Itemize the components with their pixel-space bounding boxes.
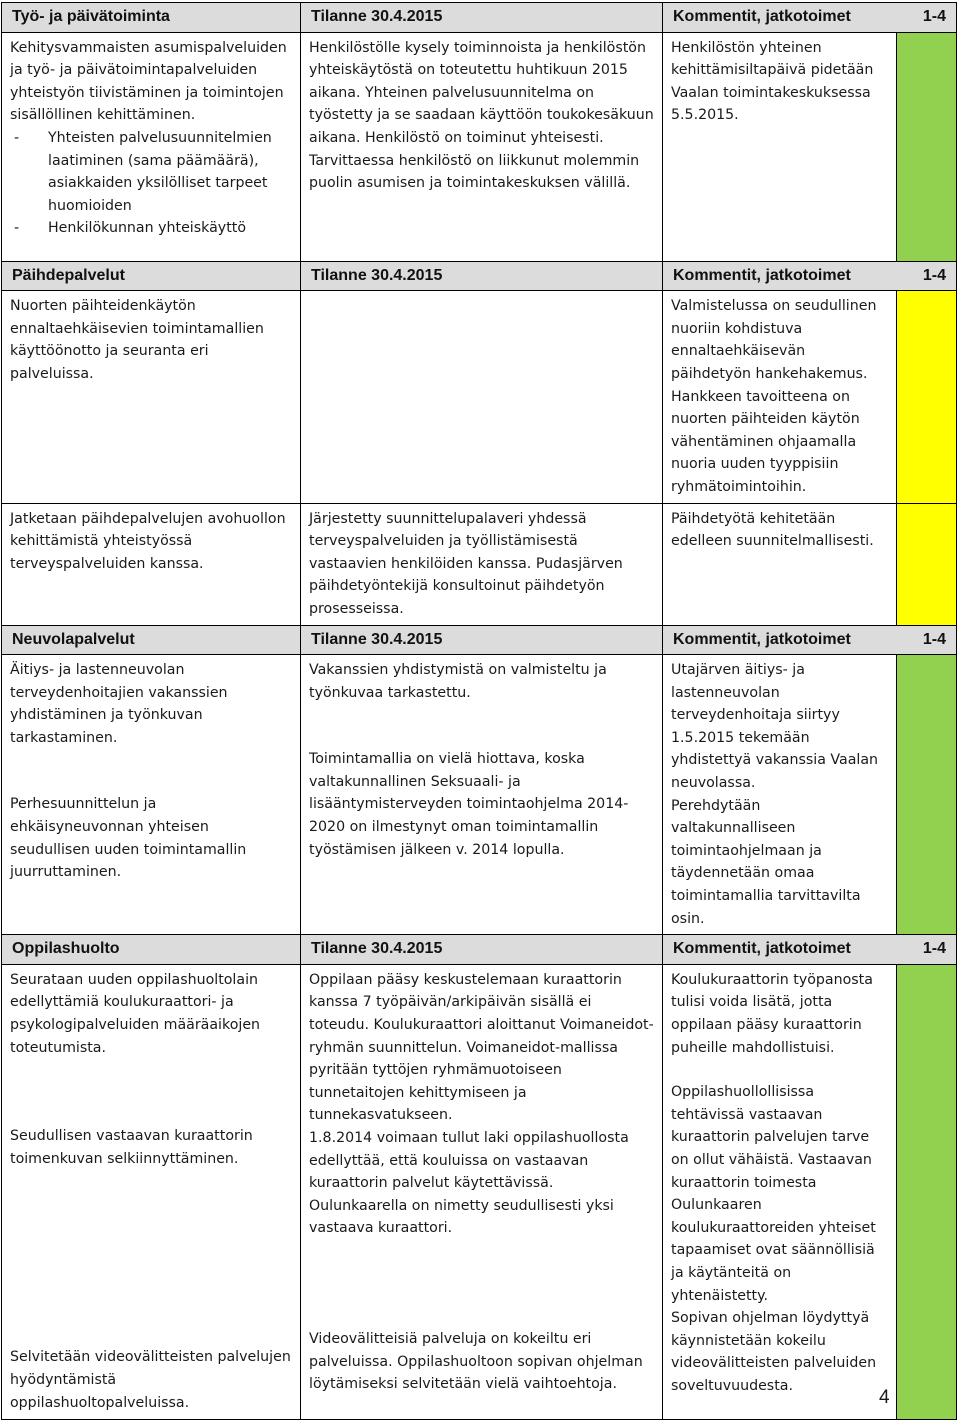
report-table [1, 2, 957, 1420]
section-title: Työ- ja päivätoiminta [2, 3, 301, 33]
status-heading: Tilanne 30.4.2015 [301, 935, 663, 965]
comment-text: Perehdytään valtakunnalliseen toimintaohjelmaan ja täydennetään omaa toimintamallia tarvittavilta osin. [671, 797, 861, 927]
table-row [2, 32, 957, 261]
comments-heading [663, 935, 957, 965]
table-row [2, 291, 957, 503]
bullet-text: Henkilökunnan yhteiskäyttö [48, 220, 246, 237]
comment-text: Oppilashuollollisissa tehtävissä vastaavan kuraattorin palvelujen tarve on ollut vähäistä. Vastaavan kuraattorin toimesta Oulunkaaren koulukuraattoreiden yhteiset tapaamiset ovat säännöllisiä ja käytänteitä on yhtenäistetty. [671, 1084, 876, 1304]
comment-text: Sopivan ohjelman löydyttyä käynnistetään kokeilu videovälitteisten palveluiden soveltuvuudesta. [671, 1310, 877, 1394]
goal-cell: Nuorten päihteidenkäytön ennaltaehkäisevien toimintamallien käyttöönotto ja seuranta eri palveluissa. [2, 291, 301, 503]
status-text: 1.8.2014 voimaan tullut laki oppilashuollosta edellyttää, että kouluissa on vastaavan kuraattorin palvelut käytettävissä. Oulunkaarella on nimetty seudullisesti yksi vastaava kuraattori. [309, 1129, 629, 1237]
goal-text: Seudullisen vastaavan kuraattorin toimenkuvan selkiinnyttäminen. [10, 1128, 253, 1167]
status-heading: Tilanne 30.4.2015 [301, 3, 663, 33]
status-text: Oppilaan pääsy keskustelemaan kuraattorin kanssa 7 työpäivän/arkipäivän sisällä ei toteudu. Koulukuraattori aloittanut Voimaneidot-ryhmän suunnittelun. Voimaneidot-mallissa pyritään tyttöjen ryhmämuotoiseen tunnetaitojen kehittymiseen ja tunnekasvatukseen. [309, 971, 654, 1124]
status-cell [301, 291, 663, 503]
comment-cell: Valmistelussa on seudullinen nuoriin kohdistuva ennaltaehkäisevän päihdetyön hankehakemus. Hankkeen tavoitteena on nuorten päihteiden käytön vähentäminen ohjaamalla nuoria uuden tyyppisiin ryhmätoimintoihin. [663, 291, 897, 503]
table-row [2, 655, 957, 935]
goal-text: Äitiys- ja lastenneuvolan terveydenhoitajien vakanssien yhdistäminen ja työnkuvan tarkastaminen. [10, 662, 228, 746]
section-header-paihde [2, 261, 957, 291]
goal-cell [2, 32, 301, 261]
status-text: Videovälitteisiä palveluja on kokeiltu eri palveluissa. Oppilashuoltoon sopivan ohjelman löytämiseksi selvitetään vielä vaihtoehtoja. [309, 1330, 643, 1393]
status-text: Toimintamallia on vielä hiottava, koska valtakunnallinen Seksuaali- ja lisääntymisterveyden toimintaohjelma 2014-2020 on ilmestynyt oman toimintamallin työstämisen jälkeen v. 2014 lopulla. [309, 751, 629, 858]
section-title: Oppilashuolto [2, 935, 301, 965]
bullet-text: Yhteisten palvelusuunnitelmien laatiminen (sama päämäärä), asiakkaiden yksilölliset tarpeet huomioiden [48, 129, 272, 214]
table-row [2, 503, 957, 625]
goal-cell [2, 964, 301, 1419]
bullet-dash: - [14, 129, 20, 146]
scale-label: 1-4 [922, 8, 947, 25]
status-cell: Järjestetty suunnittelupalaveri yhdessä terveyspalveluiden ja työllistämisestä vastaavien henkilöiden kanssa. Pudasjärven päihdetyöntekijä konsultoinut päihdetyön prosesseissa. [301, 503, 663, 625]
goal-text: Selvitetään videovälitteisten palvelujen hyödyntämistä oppilashuoltopalveluissa. [10, 1349, 291, 1411]
comment-cell [663, 655, 897, 935]
comments-heading [663, 3, 957, 33]
goal-cell [2, 655, 301, 935]
comment-cell: Henkilöstön yhteinen kehittämisiltapäivä pidetään Vaalan toimintakeskuksessa 5.5.2015. [663, 32, 897, 261]
scale-label: 1-4 [922, 940, 947, 958]
scale-label: 1-4 [922, 266, 947, 284]
comments-label: Kommentit, jatkotoimet [673, 940, 851, 958]
goal-text: Perhesuunnittelun ja ehkäisyneuvonnan yhteisen seudullisen uuden toimintamallin juurruttaminen. [10, 796, 247, 881]
comments-heading [663, 261, 957, 291]
bullet-dash: - [14, 220, 20, 237]
section-header-neuvola [2, 625, 957, 655]
goal-text: Seurataan uuden oppilashuoltolain edellyttämiä koulukuraattori- ja psykologipalveluiden määräaikojen toteutumista. [10, 971, 261, 1056]
section-title: Päihdepalvelut [2, 261, 301, 291]
comments-label: Kommentit, jatkotoimet [673, 630, 851, 648]
section-header-tyo [2, 3, 957, 33]
comments-heading [663, 625, 957, 655]
bullet-item [10, 127, 292, 217]
status-cell [301, 655, 663, 935]
section-header-oppilas [2, 935, 957, 965]
status-indicator-green [897, 964, 957, 1419]
status-heading: Tilanne 30.4.2015 [301, 625, 663, 655]
page-number: 4 [879, 1387, 890, 1408]
comment-text: Utajärven äitiys- ja lastenneuvolan terveydenhoitaja siirtyy 1.5.2015 tekemään yhdistettyä vakanssia Vaalan neuvolassa. [671, 662, 879, 792]
bullet-item [10, 217, 292, 240]
status-indicator-yellow [897, 291, 957, 503]
scale-label: 1-4 [922, 630, 947, 648]
table-row [2, 964, 957, 1419]
status-indicator-green [897, 32, 957, 261]
goal-text: Kehitysvammaisten asumispalveluiden ja työ- ja päivätoimintapalveluiden yhteistyön tiivistäminen ja toimintojen sisällöllinen kehittäminen. [10, 39, 287, 124]
comments-label: Kommentit, jatkotoimet [673, 8, 851, 25]
comments-label: Kommentit, jatkotoimet [673, 266, 851, 284]
status-heading: Tilanne 30.4.2015 [301, 261, 663, 291]
status-text: Vakanssien yhdistymistä on valmisteltu ja työnkuvaa tarkastettu. [309, 662, 607, 701]
status-cell: Henkilöstölle kysely toiminnoista ja henkilöstön yhteiskäytöstä on toteutettu huhtikuun 2015 aikana. Yhteinen palvelusuunnitelma on työstetty ja se saadaan käyttöön toukokesäkuun aikana. Henkilöstö on toiminut yhteisesti. Tarvittaessa henkilöstö on liikkunut molemmin puolin asumisen ja toimintakeskuksen välillä. [301, 32, 663, 261]
status-indicator-green [897, 655, 957, 935]
comment-text: Koulukuraattorin työpanosta tulisi voida lisätä, jotta oppilaan pääsy kuraattorin puheille mahdollistuisi. [671, 971, 873, 1056]
comment-cell: Päihdetyötä kehitetään edelleen suunnitelmallisesti. [663, 503, 897, 625]
status-indicator-yellow [897, 503, 957, 625]
goal-cell: Jatketaan päihdepalvelujen avohuollon kehittämistä yhteistyössä terveyspalveluiden kanssa. [2, 503, 301, 625]
section-title: Neuvolapalvelut [2, 625, 301, 655]
status-cell [301, 964, 663, 1419]
comment-cell [663, 964, 897, 1419]
